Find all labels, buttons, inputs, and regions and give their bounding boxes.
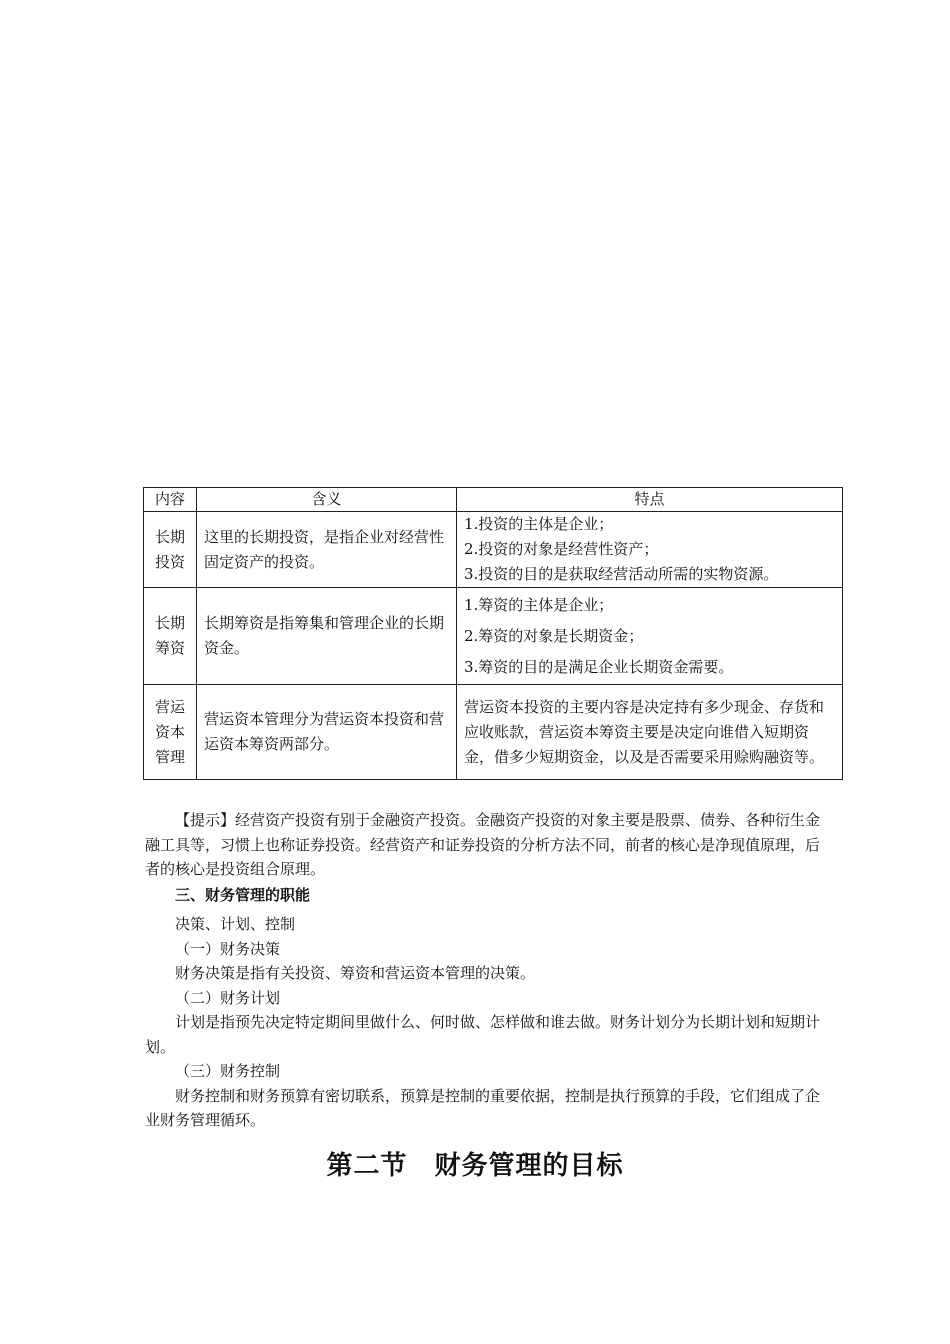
header-content: 内容 (144, 488, 197, 512)
section-heading: 三、财务管理的职能 (175, 885, 311, 904)
table-row (144, 512, 843, 588)
tip-paragraph: 【提示】经营资产投资有别于金融资产投资。金融资产投资的对象主要是股票、债券、各种衍生金融工具等，习惯上也称证券投资。经营资产和证券投资的分析方法不同，前者的核心是净现值原理，后者的核心是投资组合原理。 (145, 811, 821, 878)
row-name: 营运 资本 管理 (144, 685, 197, 780)
section-title: 第二节 财务管理的目标 (326, 1151, 624, 1181)
functions-line: 决策、计划、控制 (175, 915, 296, 933)
row-meaning: 营运资本管理分为营运资本投资和营运资本筹资两部分。 (197, 685, 457, 780)
header-features: 特点 (457, 488, 843, 512)
subheading-planning: （二）财务计划 (175, 988, 281, 1007)
row-features: 营运资本投资的主要内容是决定持有多少现金、存货和应收账款，营运资本筹资主要是决定向谁借入短期资金，借多少短期资金，以及是否需要采用赊购融资等。 (457, 685, 843, 780)
row-features: 1.筹资的主体是企业； 2.筹资的对象是长期资金； 3.筹资的目的是满足企业长期资金需要。 (457, 588, 843, 685)
table-row (144, 588, 843, 685)
planning-paragraph: 计划是指预先决定特定期间里做什么、何时做、怎样做和谁去做。财务计划分为长期计划和短期计划。 (145, 1013, 821, 1056)
content-table (143, 487, 843, 780)
row-meaning: 这里的长期投资，是指企业对经营性固定资产的投资。 (197, 512, 457, 588)
table-row (144, 685, 843, 780)
body-text (145, 808, 825, 1133)
header-meaning: 含义 (197, 488, 457, 512)
row-name: 长期 投资 (144, 512, 197, 588)
table-header-row (144, 488, 843, 512)
decision-paragraph: 财务决策是指有关投资、筹资和营运资本管理的决策。 (175, 964, 536, 982)
row-meaning: 长期筹资是指筹集和管理企业的长期资金。 (197, 588, 457, 685)
control-paragraph: 财务控制和财务预算有密切联系，预算是控制的重要依据，控制是执行预算的手段，它们组成了企业财务管理循环。 (145, 1086, 821, 1129)
subheading-control: （三）财务控制 (175, 1062, 281, 1080)
row-name: 长期 筹资 (144, 588, 197, 685)
subheading-decision: （一）财务决策 (175, 939, 281, 958)
row-features: 1.投资的主体是企业； 2.投资的对象是经营性资产； 3.投资的目的是获取经营活动所需的实物资源。 (457, 512, 843, 588)
